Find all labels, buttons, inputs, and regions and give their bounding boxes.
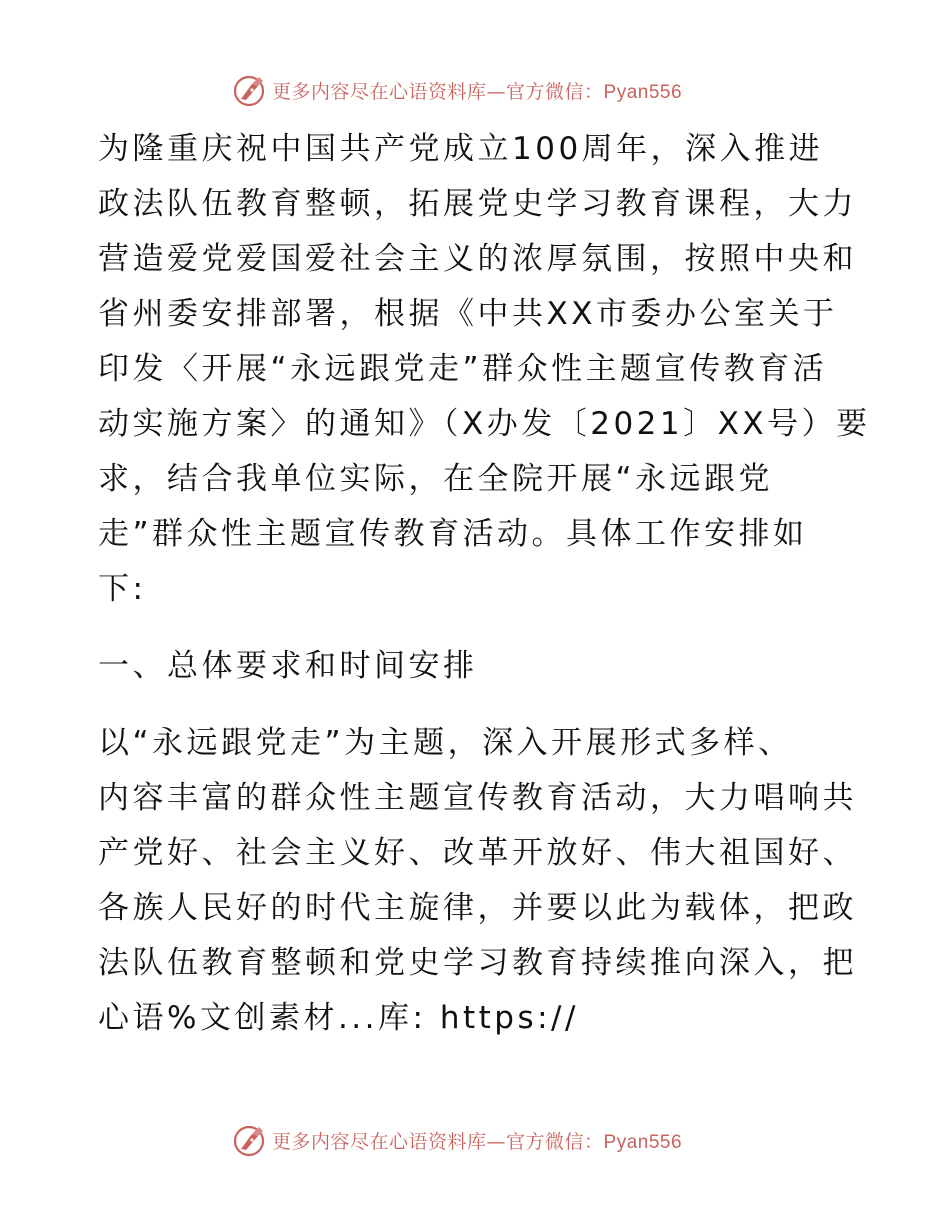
text-line: 为隆重庆祝中国共产党成立100周年，深入推进: [98, 131, 824, 167]
text-line: 印发〈开展“永远跟党走”群众性主题宣传教育活: [98, 351, 828, 387]
pen-nib-circle-icon: [232, 72, 268, 108]
pen-nib-circle-icon: [232, 1122, 268, 1158]
text-line: 营造爱党爱国爱社会主义的浓厚氛围，按照中央和: [98, 241, 857, 277]
text-line: 心语%文创素材...库: https://: [98, 1000, 579, 1036]
text-line: 下:: [98, 571, 147, 607]
paragraph-requirements: [98, 716, 858, 1046]
text-line: 走”群众性主题宣传教育活动。具体工作安排如: [98, 516, 808, 552]
section-heading: 一、总体要求和时间安排: [98, 648, 478, 684]
watermark-text: 更多内容尽在心语资料库—官方微信：Pyan556: [272, 80, 683, 103]
text-line: 求，结合我单位实际，在全院开展“永远跟党: [98, 461, 774, 497]
text-line: 产党好、社会主义好、改革开放好、伟大祖国好、: [98, 835, 857, 871]
watermark-banner-top: [232, 70, 682, 110]
paragraph-intro: [98, 122, 871, 617]
watermark-banner-bottom: [232, 1120, 682, 1160]
text-line: 内容丰富的群众性主题宣传教育活动，大力唱响共: [98, 780, 857, 816]
watermark-text: 更多内容尽在心语资料库—官方微信：Pyan556: [272, 1130, 683, 1153]
text-line: 各族人民好的时代主旋律，并要以此为载体，把政: [98, 890, 857, 926]
text-line: 动实施方案〉的通知》（X办发〔2021〕XX号）要: [98, 406, 871, 442]
text-line: 省州委安排部署，根据《中共XX市委办公室关于: [98, 296, 838, 332]
text-line: 法队伍教育整顿和党史学习教育持续推向深入，把: [98, 945, 857, 981]
document-body: [98, 122, 871, 1046]
text-line: 政法队伍教育整顿，拓展党史学习教育课程，大力: [98, 186, 857, 222]
text-line: 以“永远跟党走”为主题，深入开展形式多样、: [98, 725, 793, 761]
